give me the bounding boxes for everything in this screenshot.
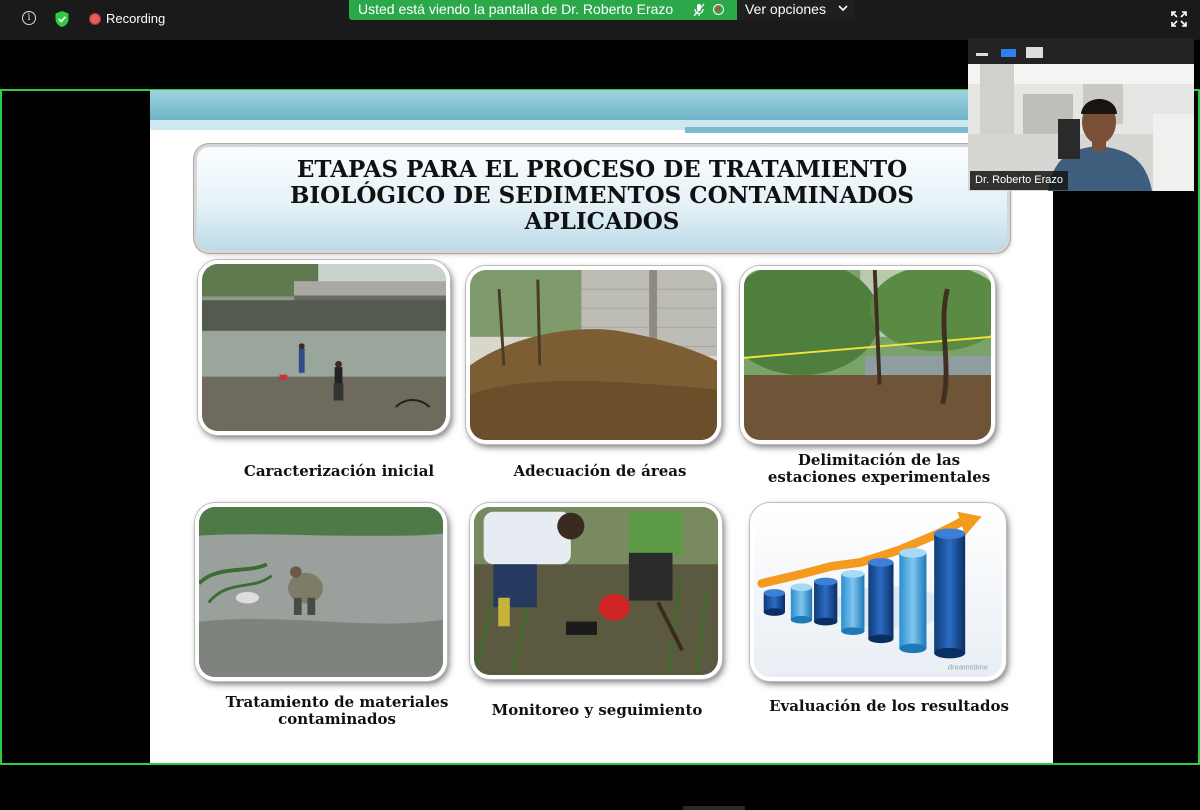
stage-caption <box>198 463 480 480</box>
mudflat-worker-photo <box>195 503 447 681</box>
caption-line: Evaluación de los resultados <box>769 697 1009 715</box>
slide-title-line: ETAPAS PARA EL PROCESO DE TRATAMIENTO <box>296 156 908 183</box>
info-icon[interactable]: i <box>22 11 36 25</box>
recording-label[interactable]: Recording <box>106 11 166 26</box>
minimize-video-icon[interactable] <box>976 53 988 56</box>
slide-header-band <box>150 90 1053 120</box>
participant-name-label: Dr. Roberto Erazo <box>970 171 1068 190</box>
caption-line: Tratamiento de materiales <box>225 693 449 711</box>
share-banner-text: Usted está viendo la pantalla de Dr. Roberto Erazo <box>358 1 674 17</box>
caption-line: Adecuación de áreas <box>513 462 687 480</box>
soil-pile-photo <box>466 266 721 444</box>
mangrove-plot-photo <box>740 266 995 444</box>
stage-caption <box>750 698 1028 715</box>
slide-title <box>197 157 1007 235</box>
caption-line: Caracterización inicial <box>243 462 435 480</box>
stop-share-icon[interactable] <box>713 4 724 15</box>
screen-share-banner <box>349 0 737 20</box>
video-panel-toolbar <box>968 38 1194 64</box>
meeting-top-bar <box>0 0 1200 40</box>
view-options-button[interactable] <box>737 0 855 20</box>
slide-title-line: APLICADOS <box>524 208 680 235</box>
slide-title-box <box>197 147 1007 250</box>
growth-bar-graphic <box>750 503 1006 681</box>
caption-line: estaciones experimentales <box>767 468 991 486</box>
recording-dot-icon <box>90 14 100 24</box>
field-sampling-photo <box>470 503 722 679</box>
gallery-view-icon[interactable] <box>1026 47 1043 58</box>
presentation-slide <box>150 90 1053 763</box>
river-survey-photo <box>198 260 450 435</box>
stage-caption <box>470 702 724 719</box>
mic-off-icon <box>693 3 705 17</box>
active-speaker-view-icon[interactable] <box>1001 49 1016 57</box>
caption-line: contaminados <box>278 710 396 728</box>
stage-caption <box>740 452 1018 486</box>
fullscreen-icon[interactable] <box>1170 10 1188 28</box>
shield-check-icon[interactable] <box>54 10 70 28</box>
chevron-down-icon <box>837 2 849 14</box>
graphic-watermark: dreamstime <box>947 662 989 672</box>
caption-line: Delimitación de las <box>797 451 961 469</box>
caption-line: Monitoreo y seguimiento <box>491 701 703 719</box>
stage-caption <box>466 463 734 480</box>
bottom-bar-handle[interactable] <box>683 806 745 810</box>
view-options-label: Ver opciones <box>745 1 826 17</box>
stage-caption <box>198 694 476 728</box>
slide-title-line: BIOLÓGICO DE SEDIMENTOS CONTAMINADOS <box>289 182 915 209</box>
